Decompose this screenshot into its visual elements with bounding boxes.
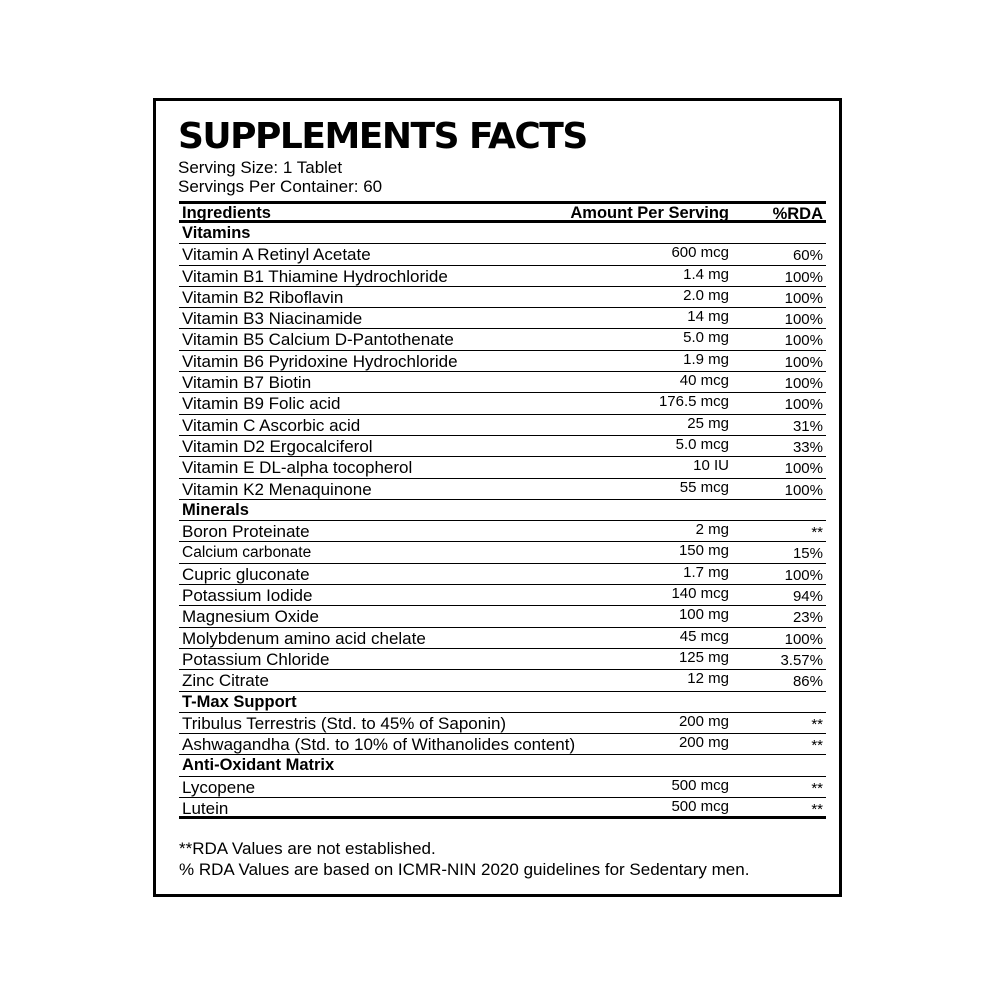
table-row: [179, 393, 826, 414]
ingredient-name: Vitamin D2 Ergocalciferol: [182, 436, 373, 456]
table-row: [179, 649, 826, 670]
ingredient-name: Zinc Citrate: [182, 671, 269, 691]
ingredient-amount: 14 mg: [687, 308, 729, 326]
ingredient-name: Vitamin E DL-alpha tocopherol: [182, 458, 413, 478]
table-row: [179, 351, 826, 372]
ingredient-name: Molybdenum amino acid chelate: [182, 628, 426, 648]
table-row: [179, 372, 826, 393]
column-header-rda: %RDA: [772, 205, 823, 223]
ingredient-name: Vitamin B1 Thiamine Hydrochloride: [182, 266, 448, 286]
ingredient-rda: **: [811, 779, 823, 797]
table-row: [179, 415, 826, 436]
ingredient-name: Calcium carbonate: [182, 544, 312, 562]
facts-table: [179, 201, 826, 819]
ingredient-rda: 3.57%: [780, 651, 823, 669]
ingredient-name: Vitamin B3 Niacinamide: [182, 309, 363, 329]
ingredient-name: Vitamin B2 Riboflavin: [182, 287, 344, 307]
ingredient-amount: 600 mcg: [671, 244, 729, 262]
ingredient-name: Lutein: [182, 799, 229, 819]
ingredient-name: Tribulus Terrestris (Std. to 45% of Saponin): [182, 713, 507, 733]
table-row: [179, 266, 826, 287]
section-header-minerals: [179, 500, 826, 521]
table-row: [179, 542, 826, 563]
ingredient-rda: 100%: [784, 289, 823, 307]
ingredient-name: Potassium Iodide: [182, 586, 313, 606]
serving-size: Serving Size: 1 Tablet: [178, 158, 343, 177]
ingredient-name: Ashwagandha (Std. to 10% of Withanolides content): [182, 735, 576, 755]
ingredient-amount: 25 mg: [687, 414, 729, 432]
ingredient-amount: 45 mcg: [679, 627, 729, 645]
ingredient-amount: 2 mg: [695, 521, 729, 539]
ingredient-amount: 1.7 mg: [683, 563, 729, 581]
section-title: T-Max Support: [182, 692, 297, 711]
footnote-rda-basis: % RDA Values are based on ICMR-NIN 2020 guidelines for Sedentary men.: [179, 860, 750, 879]
table-row: [179, 457, 826, 478]
table-row: [179, 798, 826, 819]
ingredient-rda: **: [811, 524, 823, 542]
section-header-anti-oxidant-matrix: [179, 755, 826, 776]
ingredient-rda: **: [811, 715, 823, 733]
table-row: [179, 329, 826, 350]
ingredient-amount: 5.0 mcg: [675, 435, 729, 453]
ingredient-name: Vitamin K2 Menaquinone: [182, 479, 372, 499]
ingredient-amount: 176.5 mcg: [658, 393, 729, 411]
table-row: [179, 628, 826, 649]
ingredient-rda: 23%: [792, 609, 823, 627]
ingredient-rda: 100%: [784, 375, 823, 393]
ingredient-amount: 10 IU: [693, 457, 729, 475]
table-row: [179, 585, 826, 606]
ingredient-rda: 100%: [784, 481, 823, 499]
column-header-amount: Amount Per Serving: [570, 204, 729, 222]
supplement-facts-panel: [153, 98, 842, 897]
ingredient-amount: 200 mg: [678, 712, 729, 730]
ingredient-name: Potassium Chloride: [182, 649, 330, 669]
ingredient-amount: 2.0 mg: [683, 286, 729, 304]
ingredient-rda: 33%: [792, 438, 823, 456]
ingredient-rda: 31%: [792, 417, 823, 435]
ingredient-amount: 40 mcg: [679, 372, 729, 390]
ingredient-name: Vitamin B6 Pyridoxine Hydrochloride: [182, 351, 458, 371]
ingredient-name: Cupric gluconate: [182, 564, 310, 584]
section-title: Vitamins: [182, 224, 251, 242]
ingredient-rda: 100%: [784, 332, 823, 350]
ingredient-name: Magnesium Oxide: [182, 607, 320, 627]
panel-title: SUPPLEMENTS FACTS: [178, 116, 587, 157]
table-row: [179, 734, 826, 755]
ingredient-name: Vitamin C Ascorbic acid: [182, 415, 361, 435]
ingredient-rda: 100%: [784, 460, 823, 478]
ingredient-name: Lycopene: [182, 777, 256, 797]
ingredient-rda: 60%: [792, 247, 823, 265]
ingredient-rda: 86%: [792, 673, 823, 691]
table-row: [179, 777, 826, 798]
table-row: [179, 287, 826, 308]
table-row: [179, 606, 826, 627]
ingredient-rda: 94%: [792, 588, 823, 606]
column-header-ingredients: Ingredients: [182, 204, 271, 222]
ingredient-name: Vitamin B9 Folic acid: [182, 394, 341, 414]
table-row: [179, 670, 826, 691]
ingredient-rda: 15%: [792, 545, 823, 563]
ingredient-rda: **: [811, 737, 823, 755]
table-row: [179, 564, 826, 585]
ingredient-amount: 200 mg: [678, 734, 729, 752]
ingredient-rda: 100%: [784, 311, 823, 329]
section-header-t-max-support: [179, 692, 826, 713]
table-row: [179, 308, 826, 329]
ingredient-amount: 12 mg: [687, 670, 729, 688]
table-header: [179, 201, 826, 223]
ingredient-amount: 500 mcg: [671, 798, 729, 816]
table-row: [179, 713, 826, 734]
ingredient-amount: 500 mcg: [671, 776, 729, 794]
ingredient-rda: 100%: [784, 630, 823, 648]
ingredient-rda: 100%: [784, 566, 823, 584]
ingredient-name: Boron Proteinate: [182, 522, 310, 542]
footnote-rda-not-established: **RDA Values are not established.: [179, 839, 436, 858]
section-header-vitamins: [179, 223, 826, 244]
ingredient-amount: 140 mcg: [671, 585, 729, 603]
ingredient-amount: 150 mg: [678, 542, 729, 560]
ingredient-amount: 1.9 mg: [683, 350, 729, 368]
ingredient-amount: 55 mcg: [679, 478, 729, 496]
ingredient-amount: 125 mg: [678, 648, 729, 666]
ingredient-rda: 100%: [784, 268, 823, 286]
section-title: Minerals: [182, 500, 249, 519]
ingredient-name: Vitamin A Retinyl Acetate: [182, 245, 371, 265]
table-row: [179, 244, 826, 265]
ingredient-rda: 100%: [784, 353, 823, 371]
table-body: [179, 223, 826, 819]
ingredient-rda: 100%: [784, 396, 823, 414]
ingredient-name: Vitamin B7 Biotin: [182, 373, 312, 393]
table-row: [179, 521, 826, 542]
ingredient-rda: **: [811, 801, 823, 819]
servings-per-container: Servings Per Container: 60: [178, 177, 383, 196]
table-row: [179, 479, 826, 500]
ingredient-amount: 5.0 mg: [683, 329, 729, 347]
ingredient-amount: 100 mg: [678, 606, 729, 624]
ingredient-amount: 1.4 mg: [683, 265, 729, 283]
ingredient-name: Vitamin B5 Calcium D-Pantothenate: [182, 330, 454, 350]
table-row: [179, 436, 826, 457]
section-title: Anti-Oxidant Matrix: [182, 756, 335, 775]
